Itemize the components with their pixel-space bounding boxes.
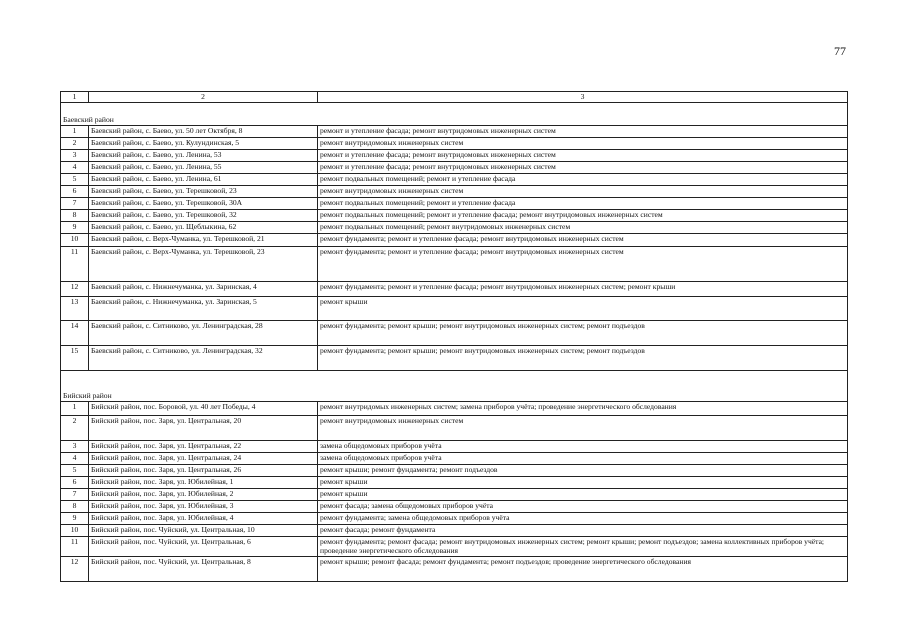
row-works: ремонт фасада; ремонт фундамента	[318, 524, 848, 536]
row-address: Баевский район, с. Ситниково, ул. Ленинградская, 32	[89, 345, 318, 370]
row-address: Баевский район, с. Баево, ул. 50 лет Октября, 8	[89, 125, 318, 137]
row-address: Баевский район, с. Верх-Чуманка, ул. Терешковой, 23	[89, 246, 318, 281]
table-row	[61, 125, 848, 137]
table-row	[61, 401, 848, 415]
table-row	[61, 500, 848, 512]
row-works: ремонт внутридомых инженерных систем; замена приборов учёта; проведение энергетического обследования	[318, 401, 848, 415]
row-address: Бийский район, пос. Чуйский, ул. Центральная, 8	[89, 556, 318, 581]
table-row	[61, 246, 848, 281]
row-works: ремонт и утепление фасада; ремонт внутридомовых инженерных систем	[318, 125, 848, 137]
row-number: 8	[61, 209, 89, 221]
row-works: ремонт крыши	[318, 296, 848, 320]
row-address: Баевский район, с. Баево, ул. Щеблыкина, 62	[89, 221, 318, 233]
row-number: 5	[61, 173, 89, 185]
row-address: Бийский район, пос. Заря, ул. Юбилейная, 3	[89, 500, 318, 512]
row-number: 7	[61, 488, 89, 500]
table-row	[61, 221, 848, 233]
table-row	[61, 320, 848, 345]
row-address: Бийский район, пос. Чуйский, ул. Центральная, 6	[89, 536, 318, 556]
row-works: ремонт подвальных помещений; ремонт и утепление фасада	[318, 197, 848, 209]
row-number: 12	[61, 556, 89, 581]
district-row	[61, 370, 848, 401]
header-row	[61, 92, 848, 103]
table-row	[61, 185, 848, 197]
row-works: ремонт внутридомовых инженерных систем	[318, 415, 848, 440]
row-number: 9	[61, 512, 89, 524]
table-row	[61, 440, 848, 452]
table-row	[61, 149, 848, 161]
table-row	[61, 281, 848, 296]
table-row	[61, 209, 848, 221]
row-works: ремонт и утепление фасада; ремонт внутридомовых инженерных систем	[318, 161, 848, 173]
row-works: ремонт фундамента; ремонт крыши; ремонт внутридомовых инженерных систем; ремонт подъездов	[318, 345, 848, 370]
row-works: ремонт подвальных помещений; ремонт внутридомовых инженерных систем	[318, 221, 848, 233]
row-number: 7	[61, 197, 89, 209]
table-row	[61, 137, 848, 149]
table-body	[61, 92, 848, 582]
row-number: 6	[61, 185, 89, 197]
row-works: ремонт крыши	[318, 488, 848, 500]
row-works: ремонт подвальных помещений; ремонт и утепление фасада; ремонт внутридомовых инженерных систем	[318, 209, 848, 221]
row-address: Баевский район, с. Баево, ул. Терешковой, 23	[89, 185, 318, 197]
header-cell-works: 3	[318, 92, 848, 103]
row-address: Бийский район, пос. Заря, ул. Центральная, 20	[89, 415, 318, 440]
row-works: ремонт и утепление фасада; ремонт внутридомовых инженерных систем	[318, 149, 848, 161]
row-address: Бийский район, пос. Заря, ул. Центральная, 26	[89, 464, 318, 476]
header-cell-number: 1	[61, 92, 89, 103]
district-row	[61, 102, 848, 125]
row-number: 4	[61, 161, 89, 173]
row-address: Баевский район, с. Баево, ул. Ленина, 61	[89, 173, 318, 185]
row-address: Баевский район, с. Нижнечуманка, ул. Заринская, 5	[89, 296, 318, 320]
row-address: Баевский район, с. Баево, ул. Ленина, 53	[89, 149, 318, 161]
row-number: 3	[61, 149, 89, 161]
row-address: Баевский район, с. Баево, ул. Терешковой, 30А	[89, 197, 318, 209]
table-row	[61, 512, 848, 524]
table-row	[61, 233, 848, 246]
row-number: 6	[61, 476, 89, 488]
row-works: ремонт внутридомовых инженерных систем	[318, 137, 848, 149]
row-number: 2	[61, 415, 89, 440]
row-works: ремонт крыши; ремонт фасада; ремонт фундамента; ремонт подъездов; проведение энергетического обследования	[318, 556, 848, 581]
table-row	[61, 452, 848, 464]
row-works: ремонт фундамента; замена общедомовых приборов учёта	[318, 512, 848, 524]
row-address: Бийский район, пос. Заря, ул. Юбилейная, 1	[89, 476, 318, 488]
row-works: ремонт крыши	[318, 476, 848, 488]
header-cell-address: 2	[89, 92, 318, 103]
row-address: Баевский район, с. Баево, ул. Кулундинская, 5	[89, 137, 318, 149]
row-address: Бийский район, пос. Чуйский, ул. Центральная, 10	[89, 524, 318, 536]
row-number: 10	[61, 524, 89, 536]
row-number: 8	[61, 500, 89, 512]
row-works: замена общедомовых приборов учёта	[318, 452, 848, 464]
district-heading: Баевский район	[61, 102, 848, 125]
row-number: 3	[61, 440, 89, 452]
row-address: Баевский район, с. Баево, ул. Терешковой, 32	[89, 209, 318, 221]
row-works: ремонт фундамента; ремонт крыши; ремонт внутридомовых инженерных систем; ремонт подъездов	[318, 320, 848, 345]
table-row	[61, 415, 848, 440]
row-works: ремонт фундамента; ремонт и утепление фасада; ремонт внутридомовых инженерных систем	[318, 246, 848, 281]
row-address: Бийский район, пос. Боровой, ул. 40 лет Победы, 4	[89, 401, 318, 415]
row-address: Бийский район, пос. Заря, ул. Центральная, 22	[89, 440, 318, 452]
table-row	[61, 296, 848, 320]
row-address: Баевский район, с. Ситниково, ул. Ленинградская, 28	[89, 320, 318, 345]
repair-works-table	[60, 91, 848, 582]
row-address: Баевский район, с. Верх-Чуманка, ул. Терешковой, 21	[89, 233, 318, 246]
row-number: 12	[61, 281, 89, 296]
row-number: 11	[61, 246, 89, 281]
row-works: ремонт фундамента; ремонт фасада; ремонт внутридомовых инженерных систем; ремонт крыши; ремонт подъездов; замена коллективных приборов учёта; проведение энергетического обследования	[318, 536, 848, 556]
row-number: 4	[61, 452, 89, 464]
table-row	[61, 556, 848, 581]
row-number: 11	[61, 536, 89, 556]
table-row	[61, 173, 848, 185]
row-number: 1	[61, 401, 89, 415]
table-row	[61, 476, 848, 488]
row-number: 2	[61, 137, 89, 149]
table-row	[61, 197, 848, 209]
table-row	[61, 488, 848, 500]
row-address: Баевский район, с. Нижнечуманка, ул. Заринская, 4	[89, 281, 318, 296]
row-address: Бийский район, пос. Заря, ул. Центральная, 24	[89, 452, 318, 464]
district-heading: Бийский район	[61, 370, 848, 401]
row-number: 1	[61, 125, 89, 137]
row-works: замена общедомовых приборов учёта	[318, 440, 848, 452]
row-number: 9	[61, 221, 89, 233]
row-number: 15	[61, 345, 89, 370]
table-row	[61, 464, 848, 476]
row-works: ремонт внутридомовых инженерных систем	[318, 185, 848, 197]
row-number: 13	[61, 296, 89, 320]
row-number: 10	[61, 233, 89, 246]
table-row	[61, 345, 848, 370]
table-row	[61, 536, 848, 556]
table-row	[61, 524, 848, 536]
row-works: ремонт фасада; замена общедомовых приборов учёта	[318, 500, 848, 512]
table-row	[61, 161, 848, 173]
row-number: 14	[61, 320, 89, 345]
row-address: Бийский район, пос. Заря, ул. Юбилейная, 2	[89, 488, 318, 500]
row-address: Баевский район, с. Баево, ул. Ленина, 55	[89, 161, 318, 173]
row-works: ремонт подвальных помещений; ремонт и утепление фасада	[318, 173, 848, 185]
page-number: 77	[834, 44, 846, 58]
row-works: ремонт фундамента; ремонт и утепление фасада; ремонт внутридомовых инженерных систем; ремонт крыши	[318, 281, 848, 296]
row-works: ремонт крыши; ремонт фундамента; ремонт подъездов	[318, 464, 848, 476]
row-works: ремонт фундамента; ремонт и утепление фасада; ремонт внутридомовых инженерных систем	[318, 233, 848, 246]
row-address: Бийский район, пос. Заря, ул. Юбилейная, 4	[89, 512, 318, 524]
row-number: 5	[61, 464, 89, 476]
